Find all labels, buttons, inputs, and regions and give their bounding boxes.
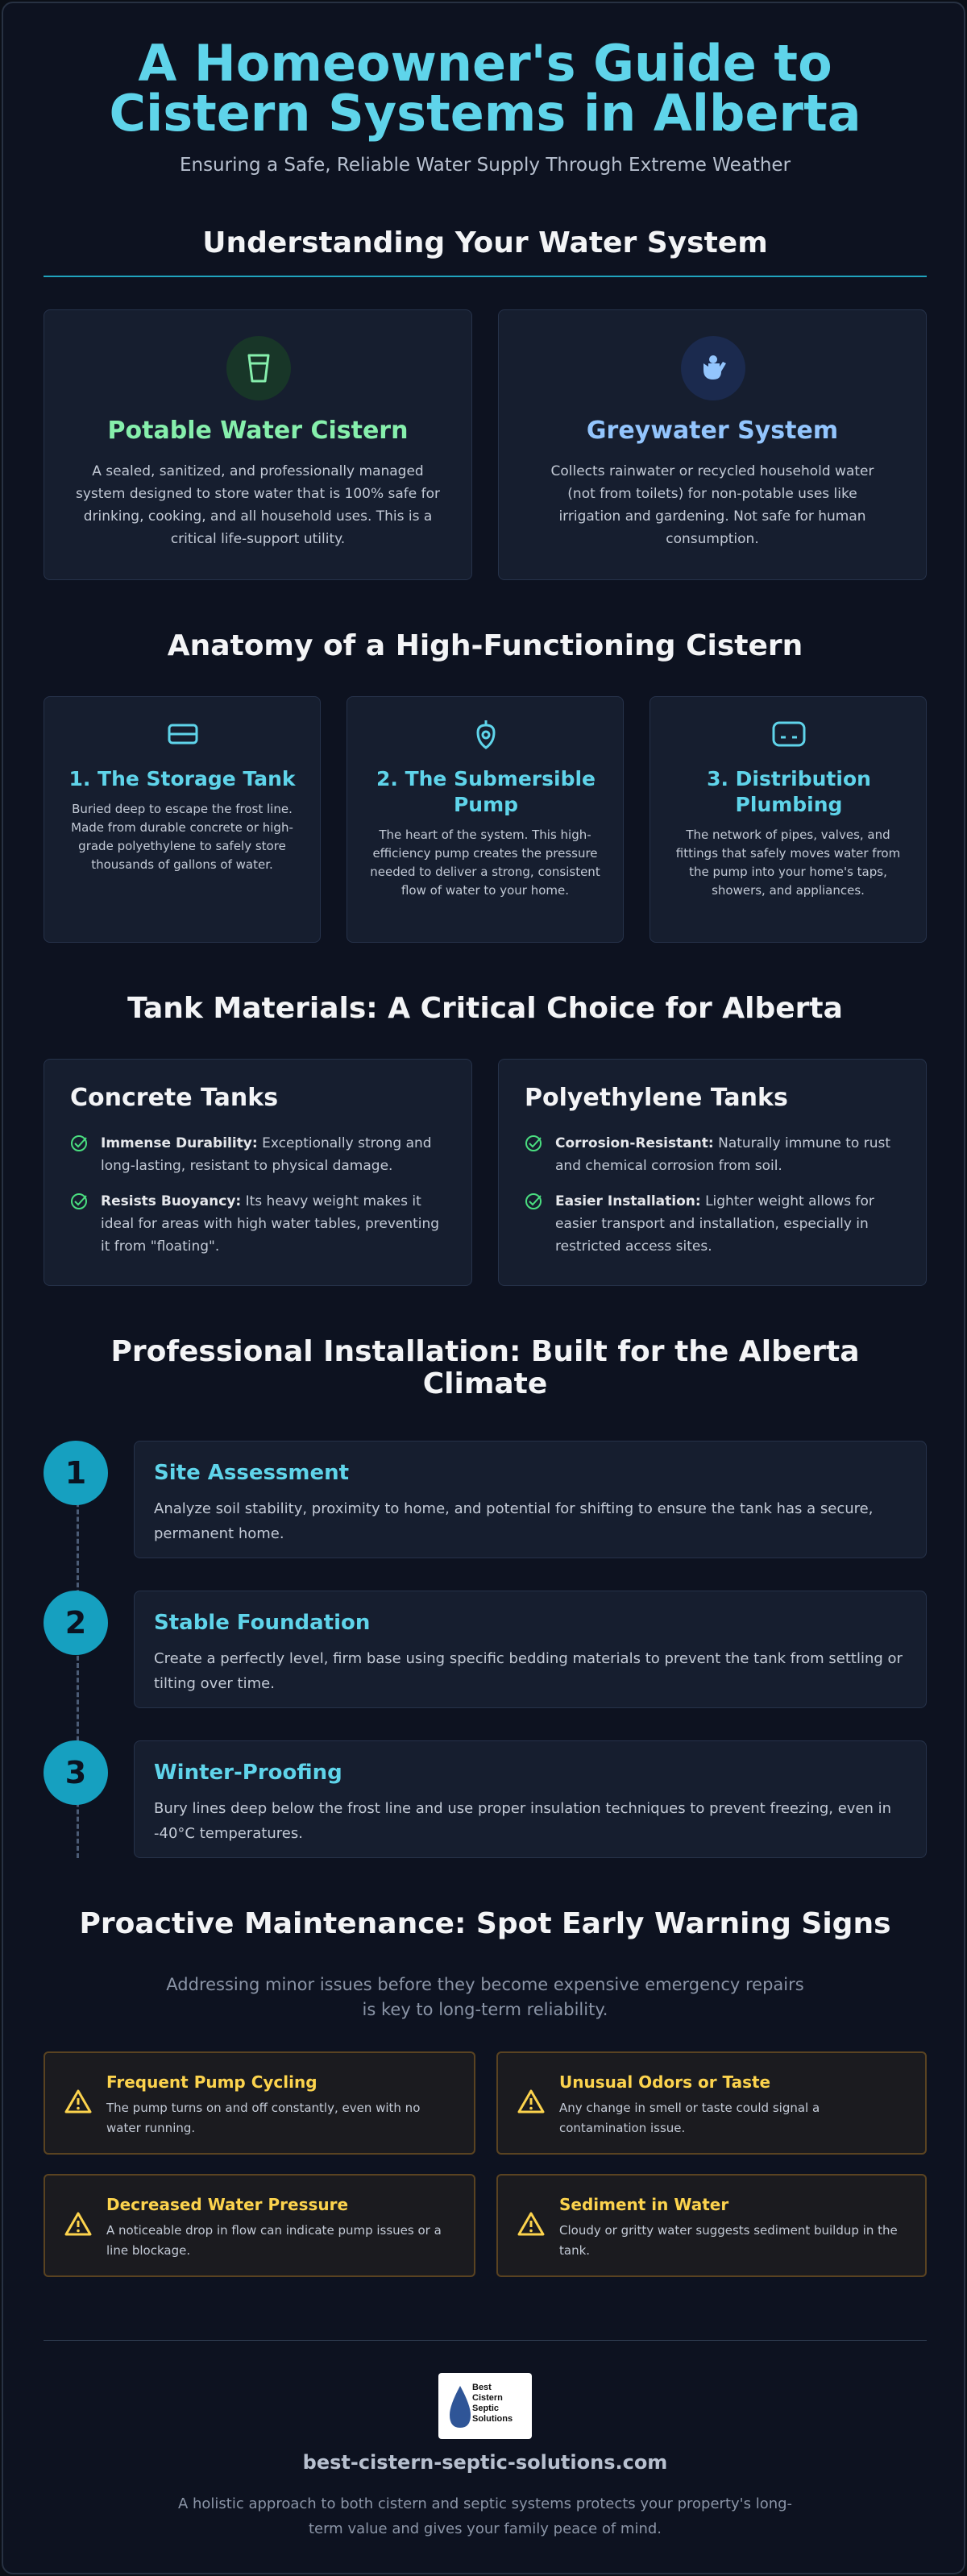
step-card-site-assessment [134, 1441, 927, 1558]
step-card-winter-proofing [134, 1740, 927, 1858]
logo-text: Best Cistern Septic Solutions [472, 2383, 513, 2424]
warning-title: Decreased Water Pressure [106, 2195, 349, 2214]
footer-divider [44, 2340, 927, 2341]
warning-card [496, 2051, 927, 2155]
anatomy-card-text: Buried deep to escape the frost line. Made from durable concrete or high-grade polyethylene to safely store thousands of gallons of water. [71, 802, 293, 872]
installation-title: Professional Installation: Built for the Alberta Climate [110, 1335, 860, 1400]
material-benefit: Easier Installation: Lighter weight allows for easier transport and installation, especially in restricted access sites. [525, 1190, 903, 1258]
warning-text: Cloudy or gritty water suggests sediment buildup in the tank. [559, 2223, 898, 2258]
storage-tank-card [44, 696, 321, 943]
page-title: A Homeowner's Guide to Cistern Systems in Alberta [109, 34, 861, 143]
material-title: Polyethylene Tanks [525, 1084, 788, 1112]
step-text: Analyze soil stability, proximity to home, and potential for shifting to ensure the tank has a secure, permanent home. [154, 1500, 874, 1542]
step-title: Site Assessment [154, 1461, 350, 1485]
step-text: Bury lines deep below the frost line and use proper insulation techniques to prevent freezing, even in -40°C temperatures. [154, 1800, 892, 1842]
watering-can-icon [681, 336, 745, 400]
card-title: Greywater System [586, 417, 839, 445]
anatomy-card-text: The network of pipes, valves, and fittings that safely moves water from the pump into your home's taps, showers, and appliances. [675, 828, 901, 898]
check-circle-icon [70, 1193, 88, 1217]
plumbing-icon [771, 720, 807, 752]
distribution-plumbing-card [650, 696, 927, 943]
pump-icon [471, 718, 500, 753]
warning-icon [64, 2211, 92, 2240]
anatomy-title: Anatomy of a High-Functioning Cistern [167, 629, 803, 662]
warning-title: Unusual Odors or Taste [559, 2072, 771, 2092]
understanding-title: Understanding Your Water System [202, 226, 768, 259]
warning-card [496, 2174, 927, 2277]
maintenance-subtitle: Addressing minor issues before they become expensive emergency repairs is key to long-term reliability. [166, 1975, 804, 2019]
check-circle-icon [70, 1135, 88, 1159]
warning-text: The pump turns on and off constantly, even with no water running. [106, 2101, 421, 2135]
step-number: 2 [44, 1591, 108, 1655]
anatomy-card-title: 2. The Submersible Pump [376, 767, 596, 816]
footer-text: A holistic approach to both cistern and septic systems protects your property's long- term value and gives your family peace of mind. [177, 2495, 793, 2537]
check-circle-icon [525, 1135, 542, 1159]
glass-icon [226, 336, 291, 400]
warning-title: Sediment in Water [559, 2195, 729, 2214]
warning-title: Frequent Pump Cycling [106, 2072, 317, 2092]
warning-icon [517, 2089, 545, 2118]
maintenance-title: Proactive Maintenance: Spot Early Warning Signs [79, 1907, 891, 1940]
page-subtitle: Ensuring a Safe, Reliable Water Supply Through Extreme Weather [179, 155, 791, 176]
step-number: 1 [44, 1441, 108, 1505]
step-title: Stable Foundation [154, 1611, 371, 1635]
concrete-tanks-card [44, 1059, 472, 1286]
step-card-stable-foundation [134, 1591, 927, 1708]
warning-card [44, 2051, 475, 2155]
greywater-card [498, 309, 927, 580]
check-circle-icon [525, 1193, 542, 1217]
material-benefit: Resists Buoyancy: Its heavy weight makes it ideal for areas with high water tables, preventing it from "floating". [70, 1190, 449, 1258]
submersible-pump-card [347, 696, 624, 943]
anatomy-card-title: 3. Distribution Plumbing [707, 767, 871, 816]
polyethylene-tanks-card [498, 1059, 927, 1286]
warning-text: Any change in smell or taste could signal a contamination issue. [559, 2101, 820, 2135]
card-text: A sealed, sanitized, and professionally managed system designed to store water that is 100% safe for drinking, cooking, and all household uses. This is a critical life-support utility. [75, 463, 441, 547]
section-divider [44, 276, 927, 277]
material-benefit: Immense Durability: Exceptionally strong and long-lasting, resistant to physical damage. [70, 1132, 449, 1177]
anatomy-card-title: 1. The Storage Tank [68, 767, 296, 790]
company-logo[interactable] [438, 2373, 532, 2439]
card-title: Potable Water Cistern [107, 417, 409, 445]
potable-cistern-card [44, 309, 472, 580]
material-title: Concrete Tanks [70, 1084, 279, 1112]
warning-text: A noticeable drop in flow can indicate pump issues or a line blockage. [106, 2223, 442, 2258]
step-title: Winter-Proofing [154, 1761, 342, 1785]
card-text: Collects rainwater or recycled household water (not from toilets) for non-potable uses like irrigation and gardening. Not safe for human consumption. [550, 463, 874, 547]
materials-title: Tank Materials: A Critical Choice for Alberta [127, 992, 843, 1025]
anatomy-card-text: The heart of the system. This high-efficiency pump creates the pressure needed to deliver a strong, consistent flow of water to your home. [370, 828, 600, 898]
website-link[interactable]: best-cistern-septic-solutions.com [302, 2451, 668, 2474]
step-number: 3 [44, 1740, 108, 1805]
tank-icon [167, 721, 199, 750]
water-drop-icon [446, 2384, 474, 2429]
warning-icon [64, 2089, 92, 2118]
infographic-page [2, 2, 965, 2574]
step-text: Create a perfectly level, firm base using specific bedding materials to prevent the tank from settling or tilting over time. [154, 1650, 903, 1692]
warning-icon [517, 2211, 545, 2240]
warning-card [44, 2174, 475, 2277]
material-benefit: Corrosion-Resistant: Naturally immune to rust and chemical corrosion from soil. [525, 1132, 903, 1177]
